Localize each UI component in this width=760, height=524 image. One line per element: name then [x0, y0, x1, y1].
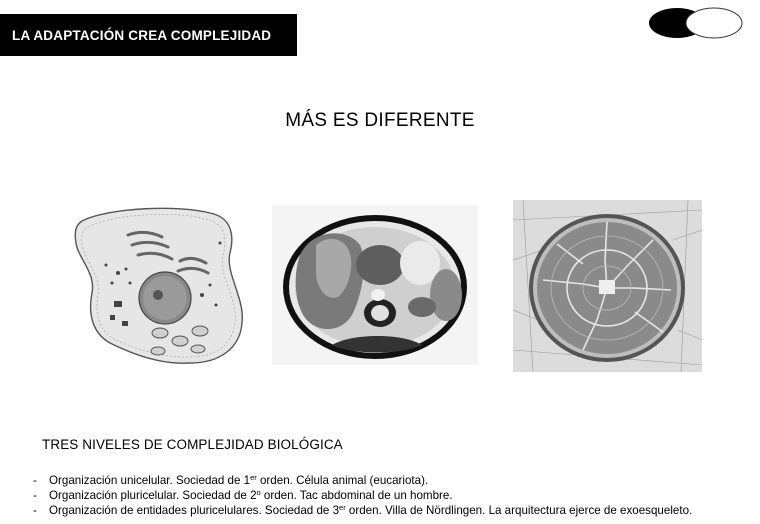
eukaryotic-cell-drawing	[70, 203, 250, 368]
list-item: - Organización unicelular. Sociedad de 1er orden. Célula animal (eucariota).	[33, 473, 429, 487]
overlapping-ellipses-logo	[646, 4, 746, 42]
levels-list	[33, 473, 692, 518]
page-title: MÁS ES DIFERENTE	[285, 110, 475, 131]
header-bar	[0, 14, 297, 56]
section-subtitle: TRES NIVELES DE COMPLEJIDAD BIOLÓGICA	[42, 437, 343, 452]
list-item: - Organización pluricelular. Sociedad de 2$^o$ orden. Tac abdominal de un hombre.	[33, 488, 453, 502]
nordlingen-map	[513, 200, 702, 372]
header-title: LA ADAPTACIÓN CREA COMPLEJIDAD	[12, 27, 272, 43]
list-item: - Organización de entidades pluricelulares. Sociedad de 3er orden. Villa de Nördlingen. La arquitectura ejerce de exoesqueleto.	[33, 503, 693, 517]
abdominal-ct-scan	[272, 205, 478, 365]
